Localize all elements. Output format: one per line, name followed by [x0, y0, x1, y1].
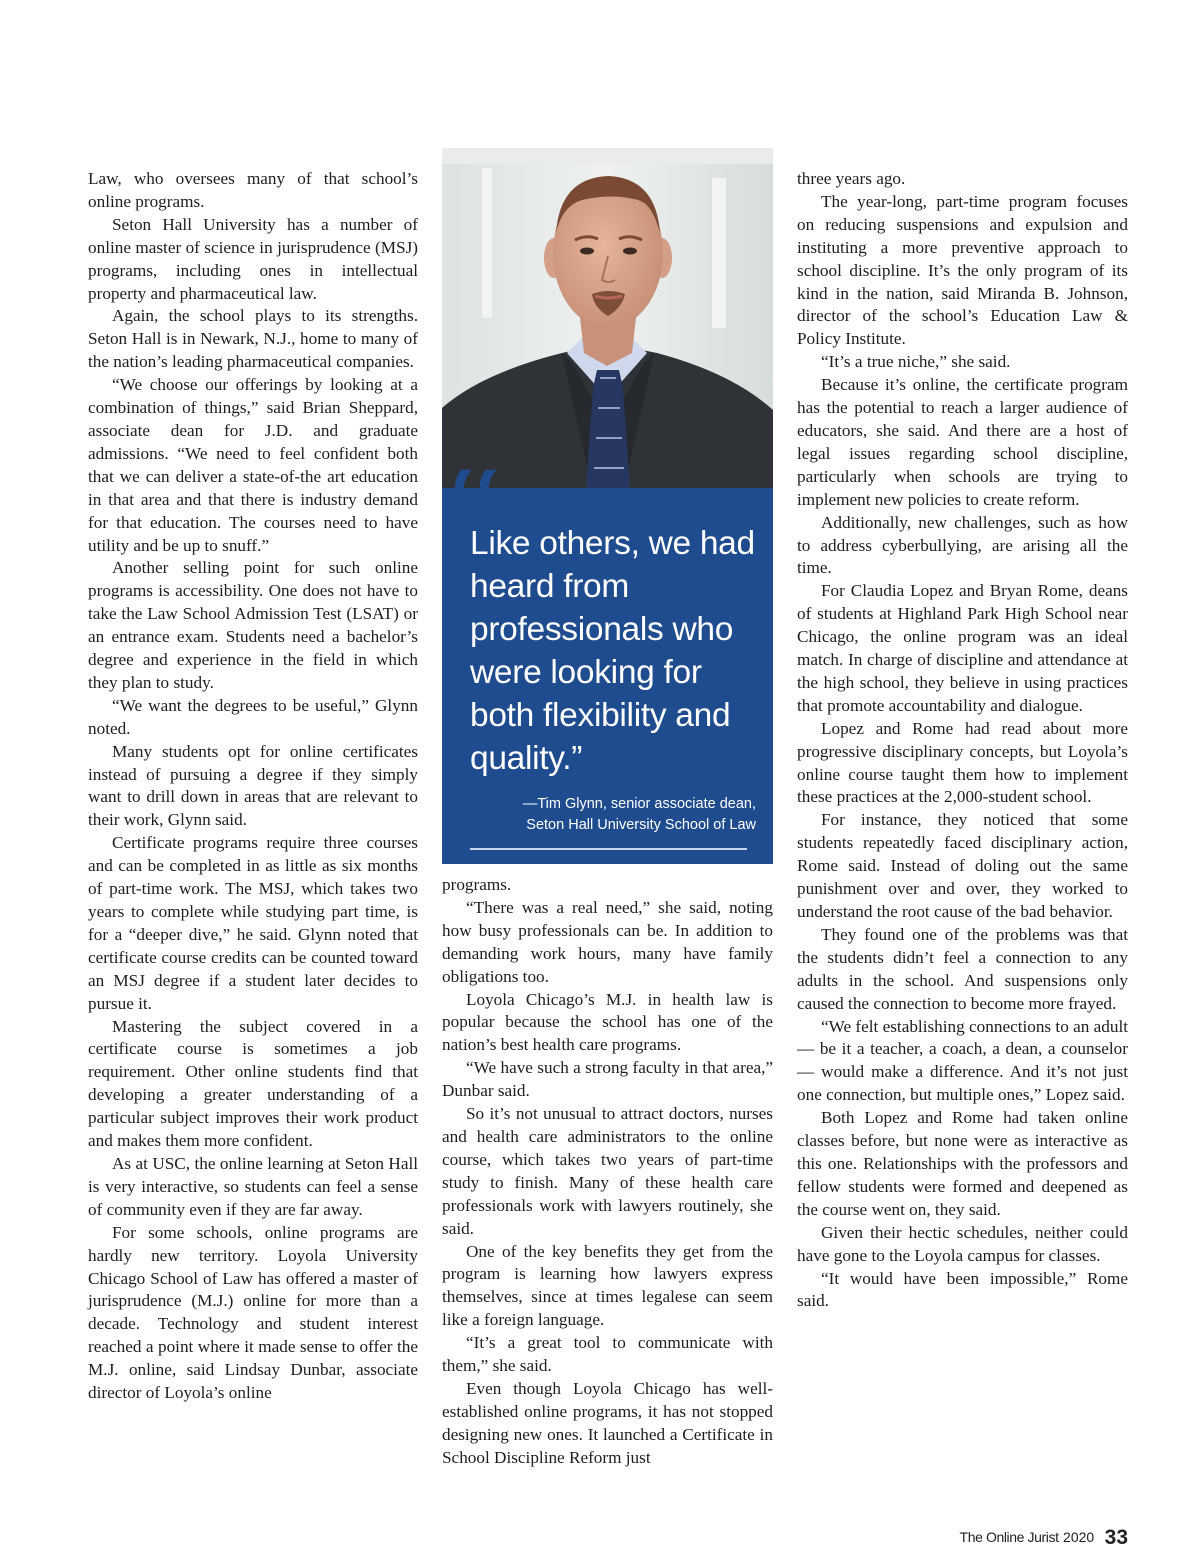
paragraph: The year-long, part-time program focuses on reducing suspensions and expulsion and instituting a more preventive approach to school discipline. It’s the only program of its kind in the nation, said Miranda B. Johnson, director of the school’s Education Law & Policy Institute. — [797, 191, 1128, 349]
pullquote-rule — [470, 848, 747, 850]
paragraph: Both Lopez and Rome had taken online classes before, but none were as interactive as this one. Relationships with the professors and fellow students were formed and deepened as the course went on, they said. — [797, 1108, 1128, 1219]
paragraph: “It would have been impossible,” Rome said. — [797, 1268, 1128, 1311]
paragraph: “There was a real need,” she said, noting how busy professionals can be. In addition to demanding work hours, many have family obligations too. — [442, 897, 773, 986]
article-column-2 — [442, 874, 773, 1470]
article-column-3 — [797, 168, 1128, 1313]
paragraph: Loyola Chicago’s M.J. in health law is popular because the school has one of the nation’s best health care programs. — [442, 989, 773, 1055]
paragraph: three years ago. — [797, 169, 906, 188]
paragraph: Another selling point for such online programs is accessibility. One does not have to take the Law School Admission Test (LSAT) or an entrance exam. Students need a bachelor’s degree and experience in the field in which they plan to study. — [88, 558, 418, 692]
pullquote-attribution-line1: —Tim Glynn, senior associate dean, — [522, 796, 756, 812]
page-number: 33 — [1104, 1526, 1128, 1549]
paragraph: For instance, they noticed that some students repeatedly faced disciplinary action, Rome said. Instead of doling out the same punishment over and over, they worked to understand the root cause of the bad behavior. — [797, 810, 1128, 921]
paragraph: Many students opt for online certificates instead of pursuing a degree if they simply want to drill down in areas that are relevant to their work, Glynn said. — [88, 741, 418, 830]
paragraph: “It’s a true niche,” she said. — [821, 352, 1011, 372]
paragraph: They found one of the problems was that the students didn’t feel a connection to any adults in the school. And suspensions only caused the connection to become more frayed. — [797, 924, 1128, 1013]
pullquote-attribution-line2: Seton Hall University School of Law — [526, 816, 756, 833]
quote-mark-icon: “ — [446, 445, 505, 577]
paragraph: “We felt establishing connections to an adult — be it a teacher, a coach, a dean, a counselor — would make a difference. And it’s not just one connection, but multiple ones,” Lopez said. — [797, 1016, 1128, 1105]
paragraph: “We have such a strong faculty in that area,” Dunbar said. — [442, 1058, 773, 1101]
paragraph: Seton Hall University has a number of online master of science in jurisprudence (MSJ) programs, including ones in intellectual property and pharmaceutical law. — [88, 214, 418, 303]
paragraph: Mastering the subject covered in a certificate course is sometimes a job requirement. Other online students find that developing a greater understanding of a particular subject improves their work product and makes them more confident. — [88, 1016, 418, 1151]
publication-year: 2020 — [1063, 1529, 1095, 1545]
paragraph: “It’s a great tool to communicate with them,” she said. — [442, 1333, 773, 1376]
paragraph: So it’s not unusual to attract doctors, nurses and health care administrators to the online course, which takes two years of part-time study to finish. Many of these health care professionals work with lawyers routinely, she said. — [442, 1104, 773, 1238]
paragraph: Given their hectic schedules, neither could have gone to the Loyola campus for classes. — [797, 1222, 1128, 1265]
paragraph: Even though Loyola Chicago has well-established online programs, it has not stopped designing new ones. It launched a Certificate in School Discipline Reform just — [442, 1378, 773, 1467]
pullquote-text: Like others, we had heard from professionals who were looking for both flexibility and quality.” — [470, 525, 755, 777]
paragraph: As at USC, the online learning at Seton Hall is very interactive, so students can feel a sense of community even if they are far away. — [88, 1153, 418, 1219]
publication-name: The Online Jurist — [959, 1529, 1059, 1545]
page-footer — [0, 1526, 1128, 1550]
article-column-1 — [88, 168, 418, 1405]
paragraph: “We choose our offerings by looking at a combination of things,” said Brian Sheppard, associate dean for J.D. and graduate admissions. “We need to feel confident both that we can deliver a state-of-the art education in that area and that there is industry demand for that education. The courses need to have utility and be up to snuff.” — [88, 375, 418, 555]
paragraph: Lopez and Rome had read about more progressive disciplinary concepts, but Loyola’s online course taught them how to implement these practices at the 2,000-student school. — [797, 718, 1128, 807]
pullquote-attribution — [470, 794, 756, 835]
paragraph: Additionally, new challenges, such as how to address cyberbullying, are arising all the time. — [797, 512, 1128, 578]
paragraph: Because it’s online, the certificate program has the potential to reach a larger audience of educators, she said. And there are a host of legal issues regarding school discipline, particularly when schools are trying to implement new policies to create reform. — [797, 375, 1128, 509]
paragraph: One of the key benefits they get from the program is learning how lawyers express themselves, since at times legalese can seem like a foreign language. — [442, 1241, 773, 1330]
portrait-illustration — [442, 148, 773, 490]
paragraph: programs. — [442, 875, 512, 894]
portrait-photo — [442, 148, 773, 490]
paragraph: Law, who oversees many of that school’s online programs. — [88, 169, 418, 211]
paragraph: Again, the school plays to its strengths. Seton Hall is in Newark, N.J., home to many of the nation’s leading pharmaceutical companies. — [88, 306, 418, 372]
paragraph: For Claudia Lopez and Bryan Rome, deans of students at Highland Park High School near Chicago, the online program was an ideal match. In charge of discipline and attendance at the high school, they believe in using practices that promote accountability and dialogue. — [797, 581, 1128, 715]
paragraph: “We want the degrees to be useful,” Glynn noted. — [88, 695, 418, 738]
paragraph: Certificate programs require three courses and can be completed in as little as six months of part-time work. The MSJ, which takes two years to complete while studying part time, is for a “deeper dive,” he said. Glynn noted that certificate course credits can be counted toward an MSJ degree if a student later decides to pursue it. — [88, 833, 418, 1013]
paragraph: For some schools, online programs are hardly new territory. Loyola University Chicago School of Law has offered a master of jurisprudence (M.J.) online for more than a decade. Technology and student interest reached a point where it made sense to offer the M.J. online, said Lindsay Dunbar, associate director of Loyola’s online — [88, 1222, 418, 1403]
